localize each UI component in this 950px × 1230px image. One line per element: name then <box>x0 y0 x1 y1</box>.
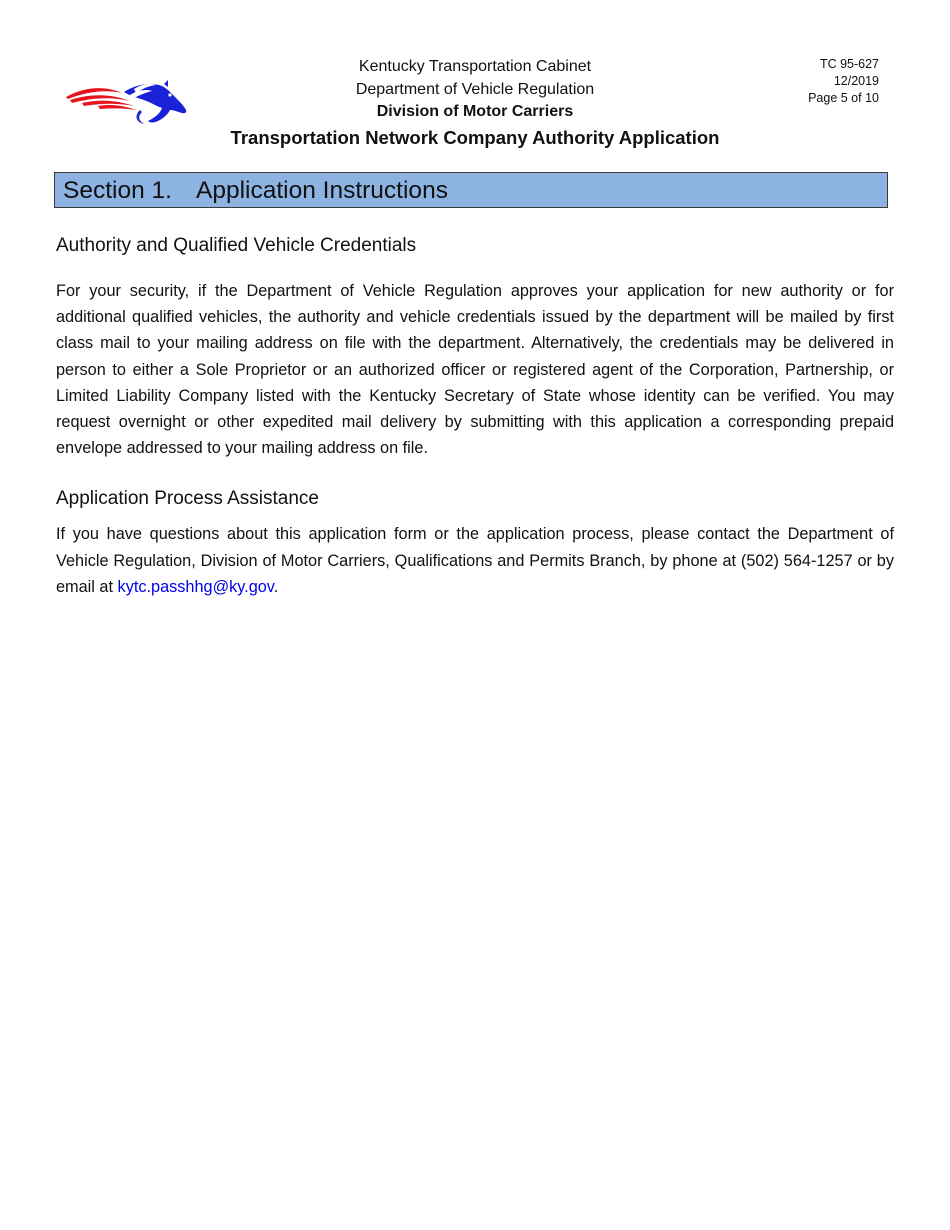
authority-paragraph: For your security, if the Department of Vehicle Regulation approves your application for new authority or for additional qualified vehicles, the authority and vehicle credentials issued by the department will be mailed by first class mail to your mailing address on file with the department. Alternatively, the credentials may be delivered in person to either a Sole Proprietor or an authorized officer or registered agent of the Corporation, Partnership, or Limited Liability Company listed with the Kentucky Secretary of State whose identity can be verified. You may request overnight or other expedited mail delivery by submitting with this application a corresponding prepaid envelope addressed to your mailing address on file. <box>56 282 894 458</box>
assistance-heading: Application Process Assistance <box>56 488 319 510</box>
section-number: Section 1. <box>63 177 172 204</box>
form-number: TC 95-627 <box>819 57 879 71</box>
revision-date: 12/2019 <box>833 74 879 88</box>
authority-heading: Authority and Qualified Vehicle Credentials <box>56 235 417 256</box>
assistance-text: If you have questions about this application form or the application process, please contact the Department of Vehicle Regulation, Division of Motor Carriers, Qualifications and Permits Branch, by phone at (502) 564-1257 or by email at <box>56 525 894 596</box>
section-header-bar <box>54 172 888 208</box>
page-indicator: Page 5 of 10 <box>808 91 879 105</box>
assistance-text-end: . <box>273 577 279 596</box>
form-title: Transportation Network Company Authority Application <box>230 126 720 148</box>
department-name: Department of Vehicle Regulation <box>355 80 595 98</box>
section-content <box>56 232 894 600</box>
section-title: Application Instructions <box>196 177 448 204</box>
agency-name: Kentucky Transportation Cabinet <box>358 58 592 75</box>
assistance-paragraph <box>56 521 894 600</box>
form-meta <box>808 56 879 107</box>
division-name: Division of Motor Carriers <box>376 103 574 120</box>
contact-email-link[interactable]: kytc.passhhg@ky.gov <box>117 577 274 596</box>
